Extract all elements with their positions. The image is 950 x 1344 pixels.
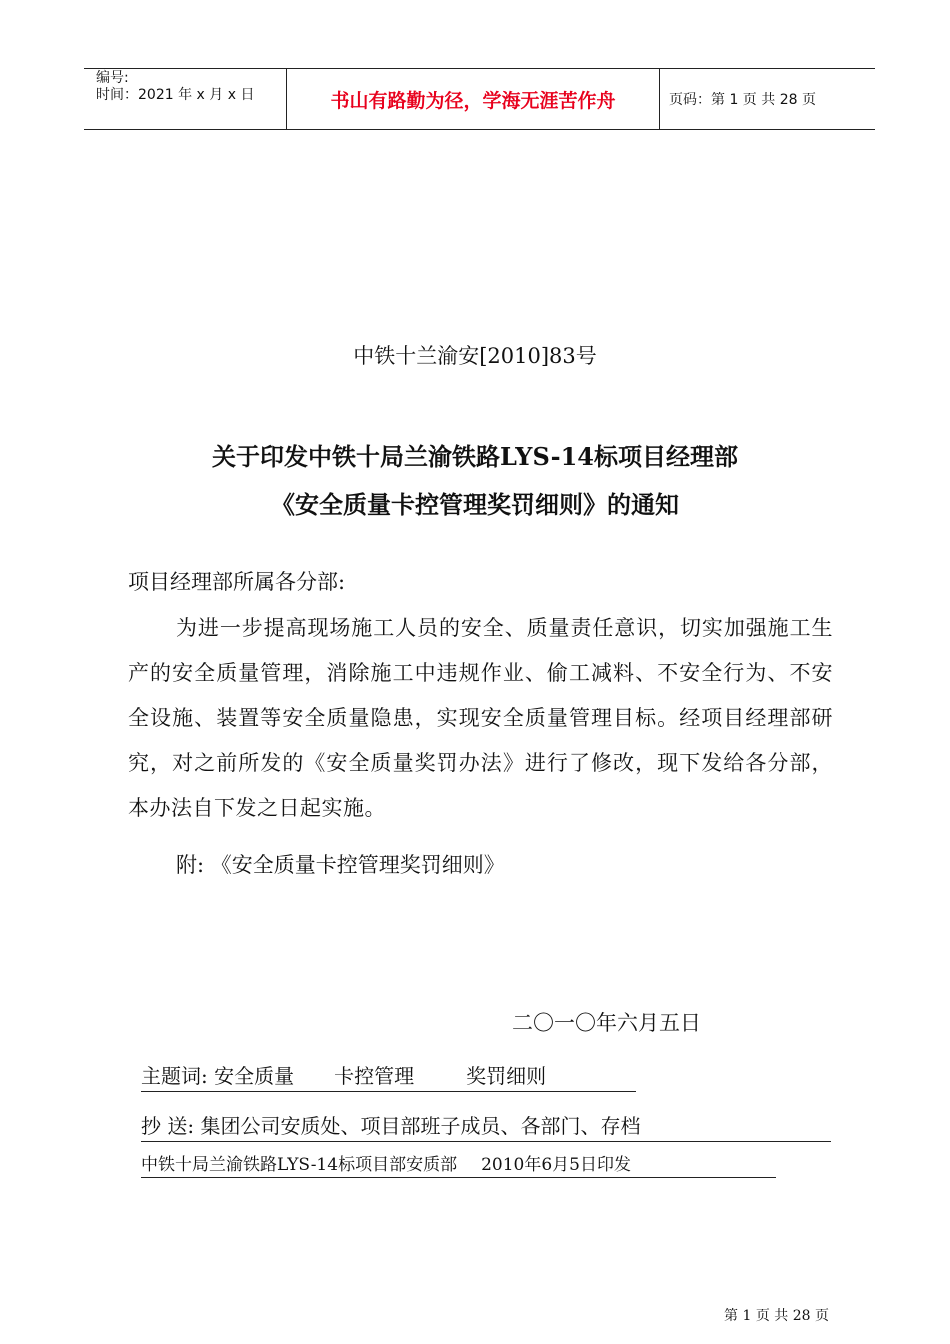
keyword-2: 卡控管理 <box>334 1064 415 1088</box>
issuer-name: 中铁十局兰渝铁路LYS-14标项目部安质部 <box>141 1155 458 1175</box>
document-title-line-1: 关于印发中铁十局兰渝铁路LYS-14标项目经理部 <box>211 442 739 471</box>
cc-line: 抄 送: 集团公司安质处、项目部班子成员、各部门、存档 <box>141 1110 831 1142</box>
document-date: 二〇一〇年六月五日 <box>512 1011 701 1035</box>
issue-date: 2010年6月5日印发 <box>481 1155 631 1175</box>
document-title-line-2: 《安全质量卡控管理奖罚细则》的通知 <box>271 490 679 519</box>
document-number: 中铁十兰渝安[2010]83号 <box>353 344 597 368</box>
header-meta <box>84 69 286 129</box>
keyword-1: 安全质量 <box>214 1064 295 1088</box>
header-page-info: 页码：第 1 页 共 28 页 <box>669 92 816 108</box>
keywords-line <box>141 1060 636 1092</box>
keyword-3: 奖罚细则 <box>466 1064 547 1088</box>
header-motto: 书山有路勤为径，学海无涯苦作舟 <box>286 69 660 129</box>
page-footer: 第 1 页 共 28 页 <box>724 1308 829 1324</box>
time-label: 时间：2021 年 x 月 x 日 <box>96 87 255 103</box>
body-paragraph: 为进一步提高现场施工人员的安全、质量责任意识，切实加强施工生产的安全质量管理，消除施工中违规作业、偷工减料、不安全行为、不安全设施、装置等安全质量隐患，实现安全质量管理目标。经项目经理部研究，对之前所发的《安全质量奖罚办法》进行了修改，现下发给各分部，本办法自下发之日起实施。 <box>128 616 833 820</box>
keywords-label: 主题词: <box>141 1064 208 1088</box>
page-header <box>84 68 875 130</box>
salutation: 项目经理部所属各分部: <box>128 570 346 594</box>
serial-number-label: 编号: <box>96 70 129 86</box>
attachment-line: 附: 《安全质量卡控管理奖罚细则》 <box>176 853 505 877</box>
issuer-line <box>141 1150 776 1178</box>
